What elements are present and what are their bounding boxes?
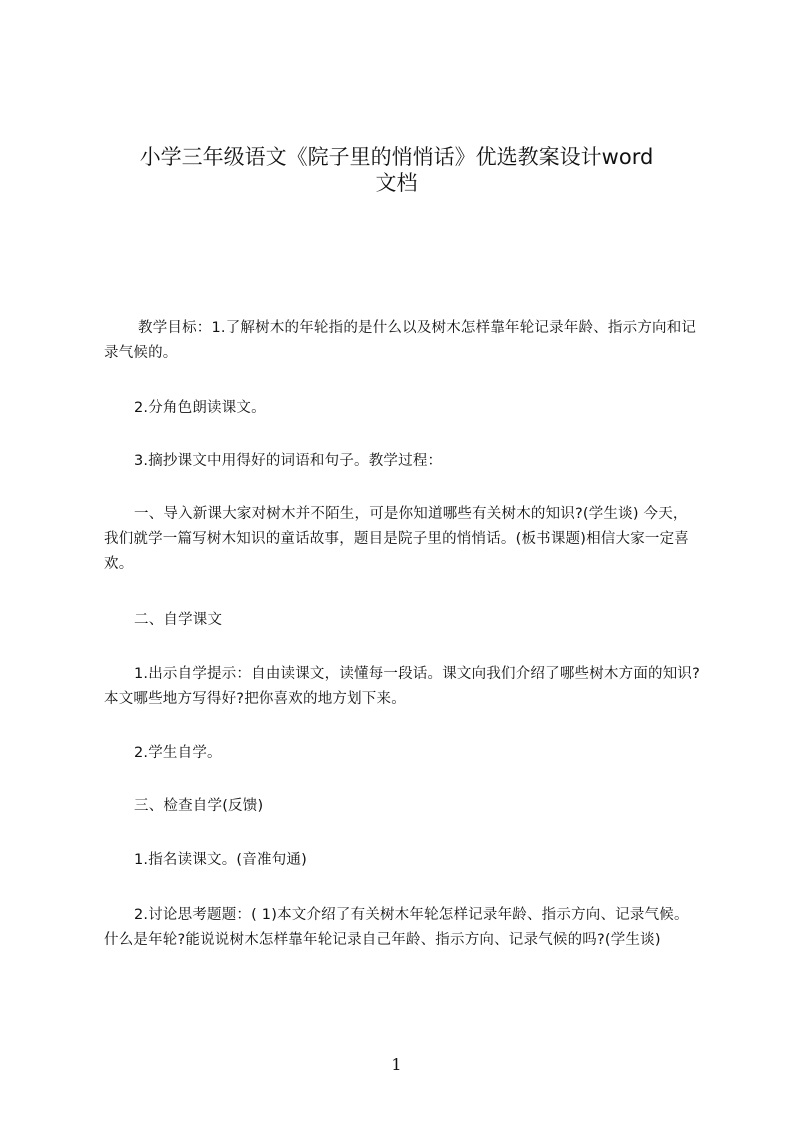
paragraph-self-study-prompt: 1.出示自学提示：自由读课文，读懂每一段话。课文向我们介绍了哪些树木方面的知识?本文哪些地方写得好?把你喜欢的地方划下来。	[104, 666, 701, 707]
title-line-1: 小学三年级语文《院子里的悄悄话》优选教案设计word	[139, 145, 654, 169]
section-heading-self-study: 二、自学课文	[134, 612, 223, 628]
paragraph-objective-2: 2.分角色朗读课文。	[134, 400, 266, 416]
page-number: 1	[391, 1055, 402, 1074]
paragraph-read-aloud: 1.指名读课文。(音准句通)	[134, 852, 307, 868]
section-heading-check: 三、检查自学(反馈)	[134, 798, 264, 814]
paragraph-discussion: 2.讨论思考题题：( 1)本文介绍了有关树木年轮怎样记录年龄、指示方向、记录气候。什么是年轮?能说说树木怎样靠年轮记录自己年龄、指示方向、记录气候的吗?(学生谈)	[104, 907, 689, 948]
paragraph-objective-3: 3.摘抄课文中用得好的词语和句子。教学过程：	[134, 453, 443, 469]
paragraph-introduction: 一、导入新课大家对树木并不陌生，可是你知道哪些有关树木的知识?(学生谈) 今天，我们就学一篇写树木知识的童话故事，题目是院子里的悄悄话。(板书课题)相信大家一定喜欢。	[104, 506, 690, 572]
title-line-2: 文档	[375, 171, 418, 195]
paragraph-objectives: 教学目标：1.了解树木的年轮指的是什么以及树木怎样靠年轮记录年龄、指示方向和记录气候的。	[104, 320, 697, 361]
document-title	[100, 144, 693, 196]
paragraph-student-self-study: 2.学生自学。	[134, 745, 222, 761]
